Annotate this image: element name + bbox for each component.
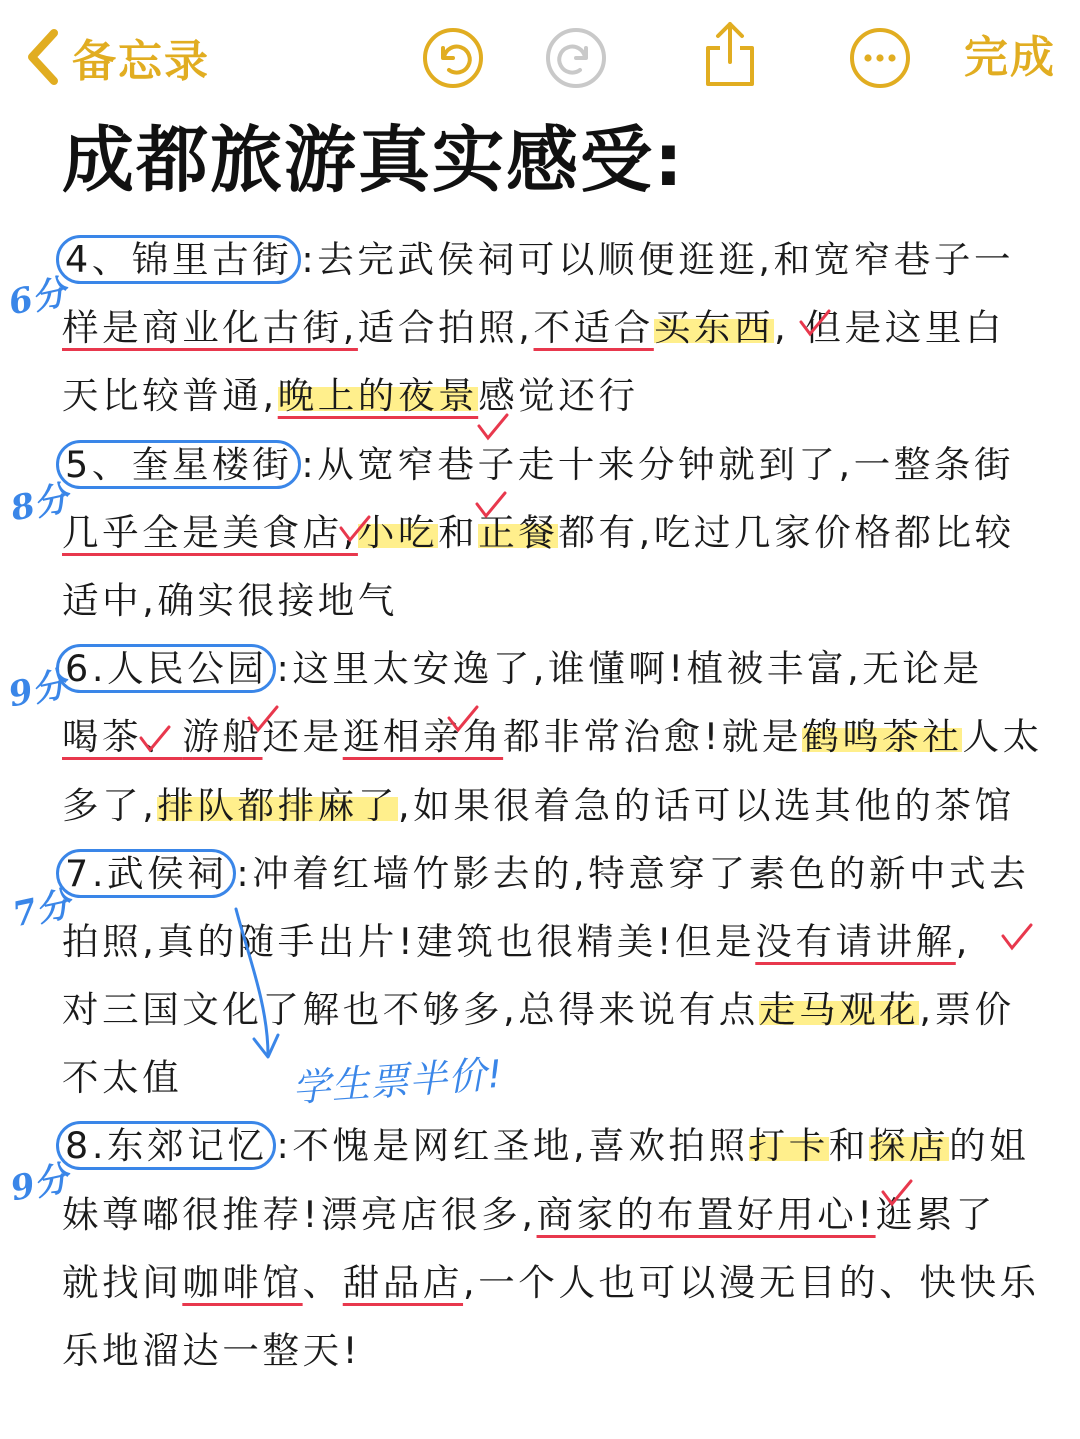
note-line (62, 567, 1032, 635)
check-mark-icon (1000, 922, 1034, 952)
section-heading: 7.武侯祠 (56, 849, 236, 898)
note-text: 还是 (262, 715, 343, 759)
back-button[interactable] (22, 22, 210, 92)
note-line (62, 226, 1032, 294)
underlined-text: 游船 (182, 715, 263, 759)
note-text: 拍照,真的随手出片!建筑也很精美!但是 (62, 919, 756, 963)
underlined-text: 甜品店 (342, 1260, 464, 1304)
score-annotation: 9分 (5, 664, 70, 716)
section-heading: 6.人民公园 (56, 644, 276, 693)
underlined-text: 商家的布置好用心! (536, 1192, 876, 1236)
underlined-text: 几乎全是美食店, (62, 510, 358, 554)
note-text: :不愧是网红圣地,喜欢拍照 (276, 1124, 749, 1168)
note-text: 对三国文化了解也不够多,总得来说有点 (62, 988, 759, 1032)
note-line (62, 908, 1032, 976)
note-text: 的姐 (949, 1124, 1030, 1168)
score-annotation: 7分 (9, 884, 74, 936)
note-text: :从宽窄巷子走十来分钟就到了,一整条街 (301, 442, 1015, 486)
note-line (62, 431, 1032, 499)
done-button[interactable]: 完成 (964, 32, 1056, 83)
underlined-text: 逛相亲角 (342, 715, 504, 759)
note-text: ,如果很着急的话可以选其他的茶馆 (398, 783, 1015, 827)
highlighted-text: 晚上的夜景 (277, 374, 479, 418)
check-mark-icon (476, 412, 510, 442)
note-line (62, 703, 1043, 771)
note-line (62, 1044, 1032, 1112)
note-line (62, 840, 1032, 908)
section-heading: 4、锦里古街 (56, 235, 301, 284)
note-text: 、 (302, 1260, 343, 1304)
score-annotation: 6分 (5, 272, 70, 324)
note-line (62, 772, 1032, 840)
note-line (62, 635, 1032, 703)
note-line (62, 1112, 1032, 1180)
highlighted-text: 买东西 (653, 306, 775, 350)
check-mark-icon (246, 704, 280, 734)
note-text: :这里太安逸了,谁懂啊!植被丰富,无论是 (276, 647, 983, 691)
note-text: 乐地溜达一整天! (62, 1329, 361, 1372)
underlined-text: 不适合 (533, 306, 654, 350)
note-text: 适中,确实很接地气 (62, 578, 399, 622)
note-line (62, 976, 1032, 1044)
note-text: 逛累了 (875, 1192, 996, 1236)
undo-icon[interactable] (421, 26, 485, 90)
highlighted-text: 正餐 (478, 510, 559, 554)
highlighted-text: 走马观花 (758, 988, 920, 1032)
note-text: 多了, (62, 783, 158, 827)
check-mark-icon (474, 490, 508, 520)
note-text: 就找间 (62, 1260, 183, 1304)
arrow-down-icon (228, 905, 288, 1065)
note-text: :去完武侯祠可以顺便逛逛,和宽窄巷子一 (301, 238, 1015, 281)
note-text: , (774, 306, 790, 350)
back-label: 备忘录 (72, 36, 210, 87)
check-mark-icon (880, 1178, 914, 1208)
margin-note: 学生票半价! (290, 1051, 505, 1111)
score-annotation: 9分 (7, 1158, 72, 1210)
nav-bar (0, 0, 1080, 112)
note-text: 和 (828, 1124, 869, 1168)
note-line (62, 362, 1032, 430)
note-text: :冲着红墙竹影去的,特意穿了素色的新中式去 (236, 851, 1030, 895)
note-body[interactable] (62, 226, 1043, 1385)
underlined-text: 没有请讲解 (755, 919, 956, 963)
highlighted-text: 探店 (868, 1124, 950, 1168)
section-heading: 8.东郊记忆 (56, 1121, 276, 1170)
more-icon[interactable] (848, 26, 912, 90)
chevron-left-icon (22, 27, 64, 87)
highlighted-text: 打卡 (748, 1124, 829, 1168)
note-text: 和 (438, 510, 479, 554)
underlined-text: 样是商业化古街, (62, 306, 358, 350)
note-text: ,一个人也可以漫无目的、快快乐 (463, 1260, 1040, 1304)
highlighted-text: 排队都排麻了 (157, 783, 399, 827)
note-line (62, 499, 1032, 567)
score-annotation: 8分 (7, 478, 72, 530)
underlined-text: 喝茶、 (62, 715, 183, 759)
note-text: 妹尊嘟很推荐!漂亮店很多, (62, 1192, 537, 1236)
highlighted-text: 小吃 (357, 510, 439, 554)
underlined-text: 咖啡馆 (182, 1260, 303, 1304)
note-text: 人太 (962, 715, 1043, 759)
note-line (62, 1249, 1040, 1317)
note-line (62, 294, 1032, 362)
note-text: 不太值 (62, 1056, 183, 1100)
note-text: ,票价 (919, 988, 1015, 1032)
note-title[interactable]: 成都旅游真实感受: (62, 118, 685, 202)
check-mark-icon (338, 514, 372, 544)
check-mark-icon (446, 704, 480, 734)
note-text: 但是这里白 (789, 306, 1006, 350)
note-text: 都非常治愈!就是 (503, 715, 803, 759)
check-mark-icon (798, 308, 832, 338)
note-text: , (955, 919, 971, 963)
highlighted-text: 鹤鸣茶社 (802, 715, 963, 759)
note-text: 都有,吃过几家价格都比较 (558, 510, 1015, 554)
note-text: 感觉还行 (478, 374, 639, 418)
share-icon[interactable] (698, 18, 762, 90)
note-line (62, 1317, 1032, 1385)
note-text: 适合拍照, (357, 306, 534, 350)
section-heading: 5、奎星楼街 (56, 440, 301, 489)
check-mark-icon (138, 724, 172, 754)
redo-icon[interactable] (544, 26, 608, 90)
note-text: 天比较普通, (62, 374, 278, 418)
